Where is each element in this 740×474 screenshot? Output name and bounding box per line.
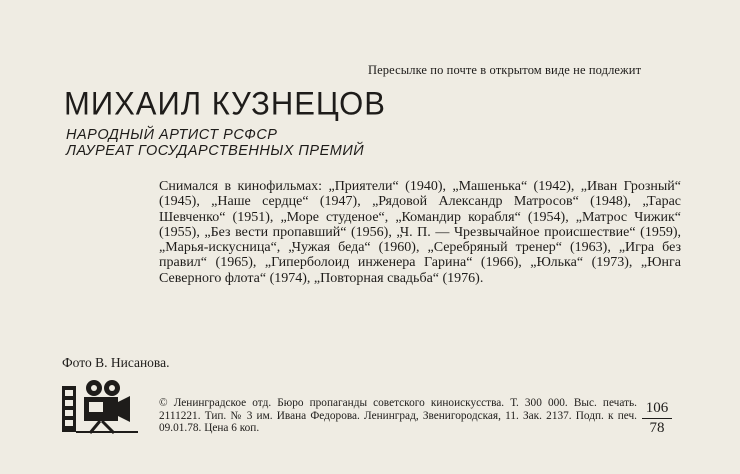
card-number <box>642 399 672 438</box>
imprint-text: © Ленинградское отд. Бюро пропаганды советского киноискусства. Т. 300 000. Выс. печать. 2111221. Тип. № 3 им. Ивана Федорова. Ленинград, Звенигородская, 11. Зак. 2137. Подп. к печ. 09.01.78. Цена 6 коп. <box>159 397 637 434</box>
actor-titles <box>66 127 364 159</box>
postal-notice: Пересылке по почте в открытом виде не подлежит <box>368 63 642 77</box>
card-number-denominator: 78 <box>649 420 665 436</box>
photo-credit: Фото В. Нисанова. <box>62 355 170 370</box>
title-line: ЛАУРЕАТ ГОСУДАРСТВЕННЫХ ПРЕМИЙ <box>66 143 365 159</box>
filmography-text: Снимался в кинофильмах: „Приятели“ (1940), „Машенька“ (1942), „Иван Грозный“ (1945), „Наше сердце“ (1947), „Рядовой Александр Матросов“ (1948), „Тарас Шевченко“ (1951), „Море студеное“, „Командир корабля“ (1954), „Матрос Чижик“ (1955), „Без вести пропавший“ (1956), „Ч. П. — Чрезвычайное происшествие“ (1959), „Марья-искусница“, „Чужая беда“ (1960), „Серебряный тренер“ (1963), „Игра без правил“ (1965), „Гиперболоид инженера Гарина“ (1966), „Юлька“ (1973), „Юнга Северного флота“ (1974), „Повторная свадьба“ (1976). <box>159 179 681 286</box>
film-camera-logo-icon <box>60 378 140 434</box>
actor-name: МИХАИЛ КУЗНЕЦОВ <box>64 85 386 122</box>
title-line: НАРОДНЫЙ АРТИСТ РСФСР <box>66 127 278 143</box>
card-number-numerator: 106 <box>642 399 672 419</box>
